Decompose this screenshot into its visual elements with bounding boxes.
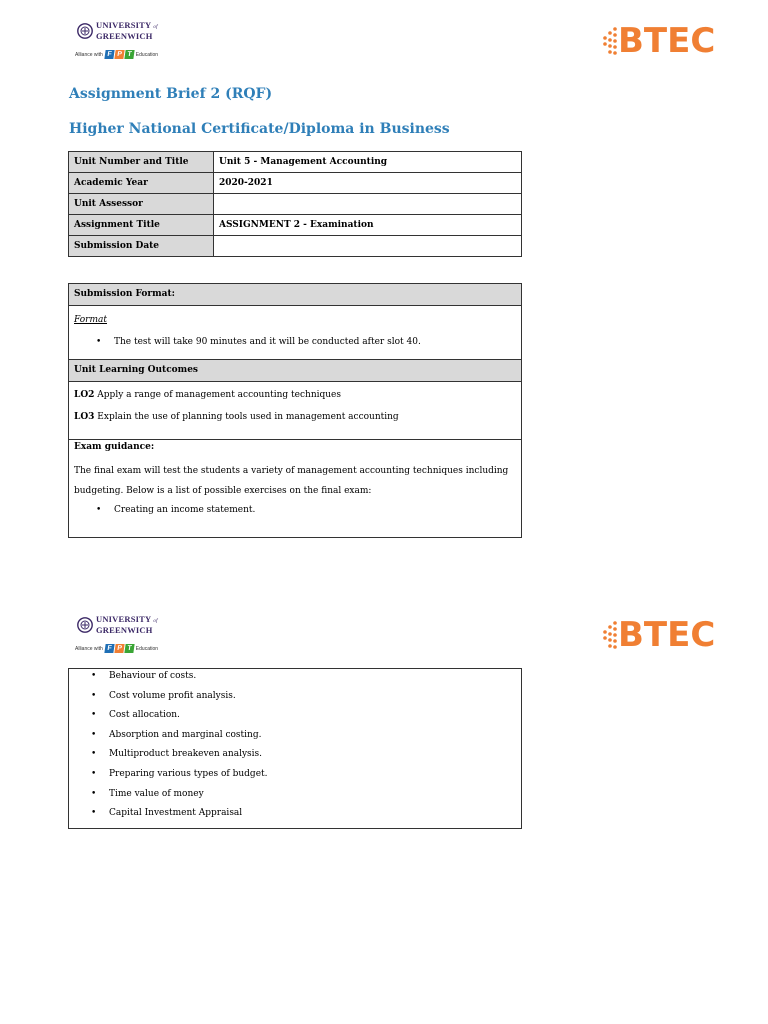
btec-logo (598, 20, 720, 62)
outcome-lo2 (74, 382, 516, 407)
exercise-list-box (68, 668, 522, 829)
fpt-letter-p: P (114, 50, 124, 59)
outcome-code: LO2 (74, 390, 95, 400)
university-name-line2: GREENWICH (96, 31, 153, 41)
fpt-letter-f: F (104, 644, 114, 653)
assignment-brief-title: Assignment Brief 2 (RQF) (69, 86, 273, 102)
fpt-letter-p: P (114, 644, 124, 653)
list-item: • Capital Investment Appraisal (69, 804, 521, 824)
university-name-of: of (153, 25, 158, 30)
university-crest-icon (77, 22, 93, 40)
btec-dots-icon (600, 620, 618, 650)
submission-date-label: Submission Date (69, 236, 214, 257)
university-name-of: of (153, 619, 158, 624)
table-row (69, 236, 522, 257)
learning-outcomes-heading: Unit Learning Outcomes (69, 359, 521, 382)
table-row (69, 194, 522, 215)
list-item: • Multiproduct breakeven analysis. (69, 745, 521, 765)
academic-year-label: Academic Year (69, 173, 214, 194)
list-item: • The test will take 90 minutes and it will be conducted after slot 40. (74, 333, 516, 353)
assignment-title-value: ASSIGNMENT 2 - Examination (214, 215, 522, 236)
btec-wordmark: BTEC (618, 21, 716, 61)
exam-guidance-section (69, 439, 521, 537)
academic-year-value: 2020-2021 (214, 173, 522, 194)
list-item: • Preparing various types of budget. (69, 765, 521, 785)
fpt-logo (105, 644, 134, 653)
submission-date-value (214, 236, 522, 257)
unit-assessor-label: Unit Assessor (69, 194, 214, 215)
outcome-lo3 (74, 407, 516, 428)
format-label: Format (74, 315, 107, 325)
table-row (69, 173, 522, 194)
format-bullet-list (74, 333, 516, 353)
btec-logo-2 (598, 614, 720, 656)
unit-number-value: Unit 5 - Management Accounting (214, 152, 522, 173)
education-text: Education (135, 51, 159, 58)
table-row (69, 152, 522, 173)
university-of-greenwich-logo (74, 20, 158, 66)
list-item: • Creating an income statement. (74, 501, 516, 521)
list-item: • Cost allocation. (69, 706, 521, 726)
exercise-bullet-list (69, 667, 521, 824)
education-text: Education (135, 645, 159, 652)
table-row (69, 215, 522, 236)
outcome-code: LO3 (74, 412, 95, 422)
university-name-line1: UNIVERSITY (96, 614, 152, 624)
submission-details-box (68, 283, 522, 538)
university-name-line2: GREENWICH (96, 625, 153, 635)
guidance-paragraph-line2: budgeting. Below is a list of possible exercises on the final exam: (74, 485, 372, 496)
guidance-paragraph-line1: The final exam will test the students a variety of management accounting techniques including (74, 466, 509, 476)
submission-format-section (69, 306, 521, 359)
assignment-info-table (68, 151, 522, 257)
outcome-text: Explain the use of planning tools used in management accounting (94, 412, 399, 422)
outcome-text: Apply a range of management accounting techniques (94, 390, 342, 400)
alliance-line (75, 50, 158, 59)
unit-number-label: Unit Number and Title (69, 152, 214, 173)
btec-wordmark: BTEC (618, 615, 716, 655)
alliance-text: Alliance with (75, 645, 103, 652)
program-title: Higher National Certificate/Diploma in Business (69, 121, 450, 137)
fpt-letter-t: T (124, 50, 134, 59)
submission-format-heading: Submission Format: (69, 284, 521, 306)
assignment-title-label: Assignment Title (69, 215, 214, 236)
fpt-logo (105, 50, 134, 59)
university-name-line1: UNIVERSITY (96, 20, 152, 30)
alliance-text: Alliance with (75, 51, 103, 58)
university-of-greenwich-logo-2 (74, 614, 158, 660)
list-item: • Behaviour of costs. (69, 667, 521, 687)
fpt-letter-t: T (124, 644, 134, 653)
exam-guidance-heading: Exam guidance: (74, 442, 155, 452)
alliance-line (75, 644, 158, 653)
list-item: • Absorption and marginal costing. (69, 726, 521, 746)
list-item: • Cost volume profit analysis. (69, 687, 521, 707)
guidance-bullet-list (74, 501, 516, 521)
btec-dots-icon (600, 26, 618, 56)
university-crest-icon (77, 616, 93, 634)
fpt-letter-f: F (104, 50, 114, 59)
list-item: • Time value of money (69, 785, 521, 805)
learning-outcomes-section (69, 382, 521, 439)
unit-assessor-value (214, 194, 522, 215)
